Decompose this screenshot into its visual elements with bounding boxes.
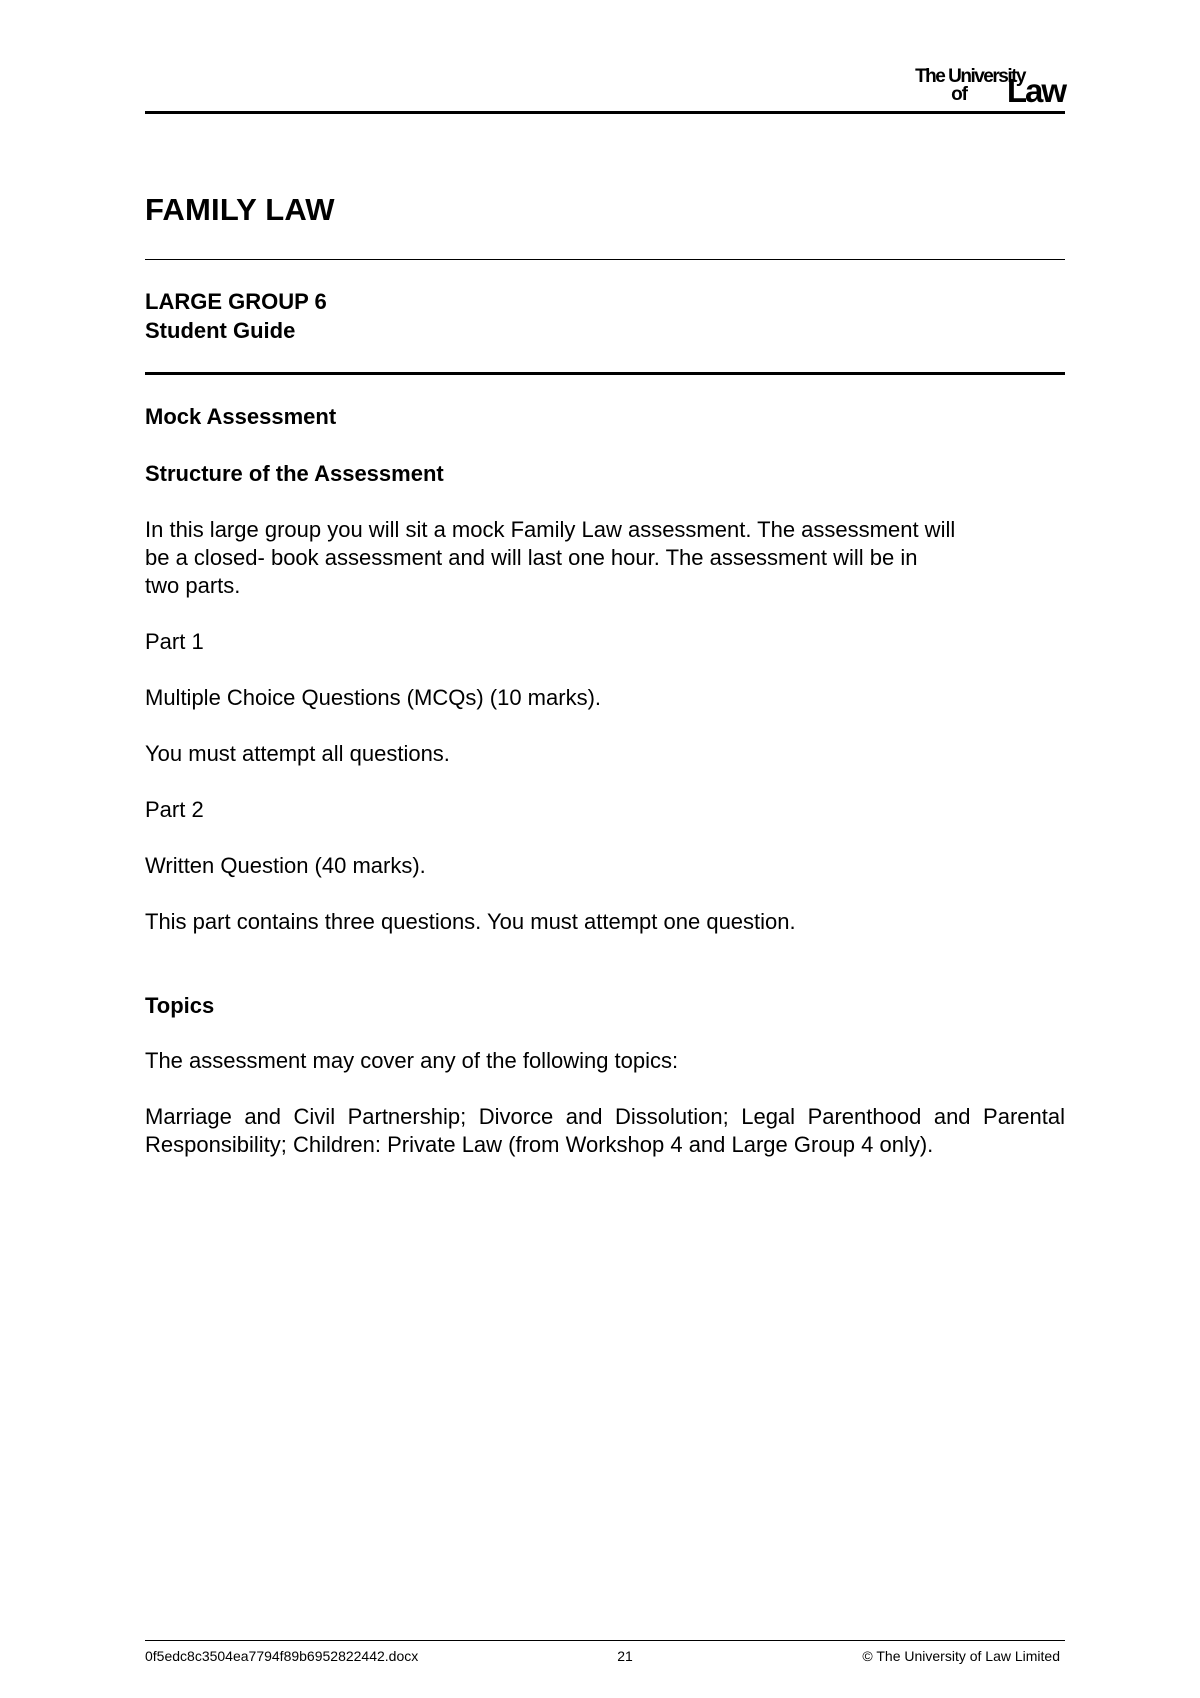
footer-rule: [145, 1640, 1065, 1641]
intro-line-2: be a closed- book assessment and will last one hour. The assessment will be in: [145, 545, 918, 570]
footer-filename: 0f5edc8c3504ea7794f89b6952822442.docx: [145, 1648, 419, 1664]
topics-intro: The assessment may cover any of the following topics:: [145, 1048, 679, 1073]
topics-heading: Topics: [145, 993, 215, 1018]
section-rule: [145, 372, 1065, 375]
part2-instruction: This part contains three questions. You must attempt one question.: [145, 909, 796, 934]
structure-heading: Structure of the Assessment: [145, 461, 444, 486]
part2-label: Part 2: [145, 797, 204, 822]
intro-line-3: two parts.: [145, 573, 241, 598]
section-heading: Mock Assessment: [145, 404, 337, 429]
document-title: FAMILY LAW: [145, 192, 335, 227]
intro-line-1: In this large group you will sit a mock Family Law assessment. The assessment will: [145, 517, 956, 542]
footer-copyright: © The University of Law Limited: [862, 1648, 1060, 1664]
group-label: LARGE GROUP 6: [145, 289, 327, 314]
university-logo: [865, 66, 1065, 109]
title-rule: [145, 259, 1065, 260]
intro-paragraph: [145, 516, 1065, 600]
footer-page-number: 21: [617, 1648, 633, 1664]
part1-instruction: You must attempt all questions.: [145, 741, 450, 766]
part1-label: Part 1: [145, 629, 204, 654]
logo-law: Law: [1006, 72, 1065, 109]
logo-line1: The University: [915, 66, 1025, 87]
part2-detail: Written Question (40 marks).: [145, 853, 426, 878]
logo-of: of: [951, 84, 967, 105]
header-rule: [145, 111, 1065, 114]
guide-label: Student Guide: [145, 318, 296, 343]
part1-detail: Multiple Choice Questions (MCQs) (10 marks).: [145, 685, 602, 710]
topics-list: Marriage and Civil Partnership; Divorce and Dissolution; Legal Parenthood and Parental Responsibility; Children: Private Law (from Workshop 4 and Large Group 4 only).: [145, 1104, 1065, 1157]
